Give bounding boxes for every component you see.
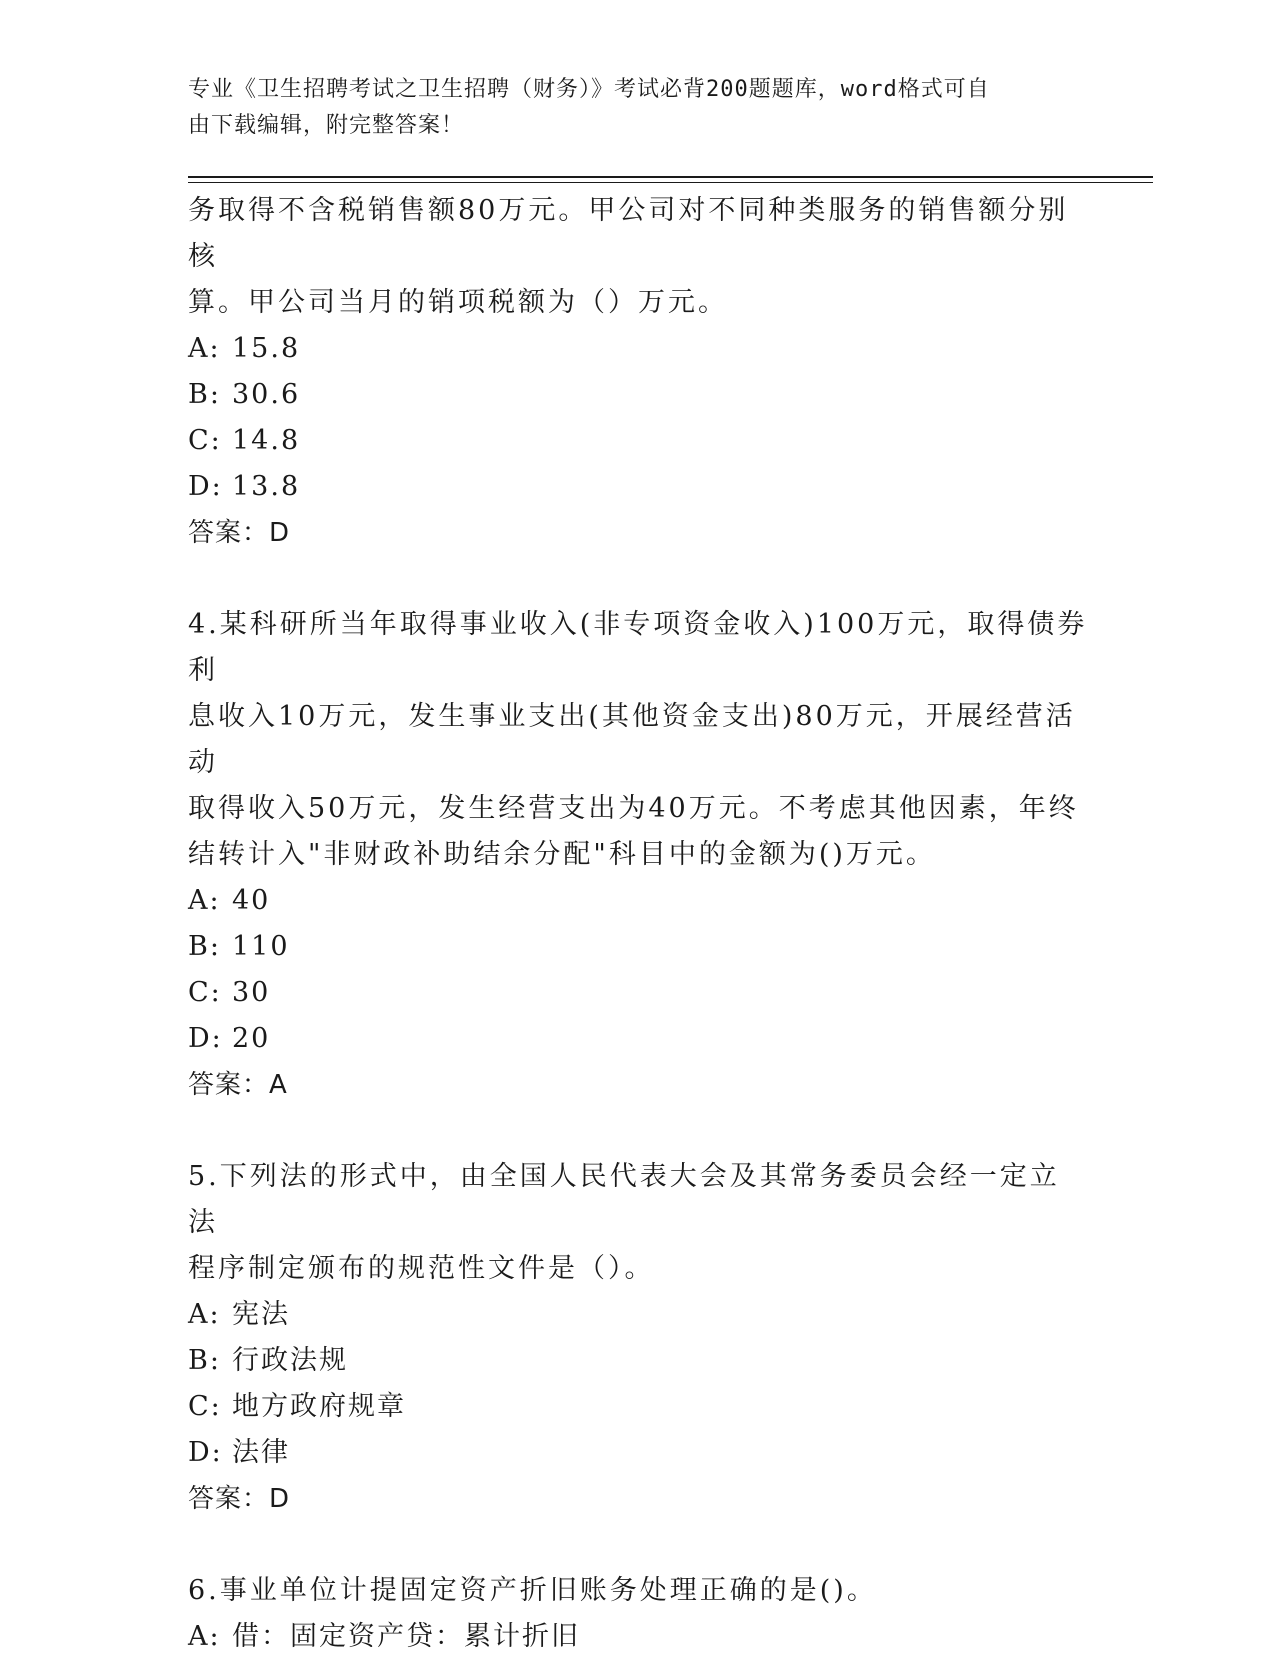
option-value: 行政法规	[232, 1345, 348, 1376]
option-key: A:	[188, 333, 221, 364]
option-value: 30.6	[232, 379, 301, 410]
question-4	[188, 602, 1088, 1108]
question-5-option-b	[188, 1338, 1088, 1384]
question-5	[188, 1154, 1088, 1522]
question-6-option-a	[188, 1614, 1088, 1660]
question-4-text-line-3: 取得收入50万元，发生经营支出为40万元。不考虑其他因素，年终	[188, 793, 1079, 824]
option-value: 地方政府规章	[232, 1391, 406, 1422]
question-6-text-line-1: 6.事业单位计提固定资产折旧账务处理正确的是()。	[188, 1575, 877, 1606]
question-5-option-c	[188, 1384, 1088, 1430]
question-3-option-c	[188, 418, 1088, 464]
question-4-text-line-4: 结转计入"非财政补助结余分配"科目中的金额为()万元。	[188, 839, 936, 870]
option-key: A:	[188, 1621, 221, 1652]
question-4-option-b	[188, 924, 1088, 970]
option-value: 15.8	[232, 333, 301, 364]
question-3-text-line-1: 务取得不含税销售额80万元。甲公司对不同种类服务的销售额分别核	[188, 195, 1069, 272]
option-key: D:	[188, 1437, 223, 1468]
option-value: 13.8	[232, 471, 301, 502]
option-key: B:	[188, 379, 221, 410]
question-3-option-a	[188, 326, 1088, 372]
option-key: B:	[188, 1345, 221, 1376]
option-value: 110	[232, 931, 290, 962]
header-line-2: 由下载编辑，附完整答案！	[188, 113, 465, 138]
question-4-answer: 答案：A	[188, 1070, 288, 1100]
question-3-option-b	[188, 372, 1088, 418]
question-5-option-a	[188, 1292, 1088, 1338]
option-value: 20	[232, 1023, 271, 1054]
question-5-text-line-1: 5.下列法的形式中，由全国人民代表大会及其常务委员会经一定立法	[188, 1161, 1060, 1238]
question-4-option-d	[188, 1016, 1088, 1062]
question-3	[188, 188, 1088, 556]
document-header	[188, 72, 1078, 144]
question-5-option-d	[188, 1430, 1088, 1476]
question-5-text-line-2: 程序制定颁布的规范性文件是（）。	[188, 1253, 655, 1284]
question-3-option-d	[188, 464, 1088, 510]
option-value: 宪法	[232, 1299, 290, 1330]
question-4-text-line-2: 息收入10万元，发生事业支出(其他资金支出)80万元，开展经营活动	[188, 701, 1076, 778]
question-6	[188, 1568, 1088, 1660]
option-key: B:	[188, 931, 221, 962]
question-4-option-a	[188, 878, 1088, 924]
option-value: 法律	[232, 1437, 290, 1468]
option-key: A:	[188, 885, 221, 916]
header-line-1: 专业《卫生招聘考试之卫生招聘（财务）》考试必背200题题库，word格式可自	[188, 77, 990, 102]
option-key: A:	[188, 1299, 221, 1330]
option-key: C:	[188, 1391, 222, 1422]
option-key: D:	[188, 1023, 223, 1054]
question-3-text-line-2: 算。甲公司当月的销项税额为（）万元。	[188, 287, 728, 318]
option-key: D:	[188, 471, 223, 502]
option-key: C:	[188, 977, 222, 1008]
option-value: 30	[232, 977, 271, 1008]
option-value: 14.8	[232, 425, 301, 456]
option-value: 40	[232, 885, 271, 916]
header-divider-thick	[188, 176, 1153, 178]
header-divider-thin	[188, 182, 1153, 183]
question-3-answer: 答案：D	[188, 518, 291, 548]
option-key: C:	[188, 425, 222, 456]
option-value: 借：固定资产贷：累计折旧	[232, 1621, 580, 1652]
question-list	[188, 188, 1088, 1660]
question-4-text-line-1: 4.某科研所当年取得事业收入(非专项资金收入)100万元，取得债券利	[188, 609, 1088, 686]
question-4-option-c	[188, 970, 1088, 1016]
question-5-answer: 答案：D	[188, 1484, 291, 1514]
